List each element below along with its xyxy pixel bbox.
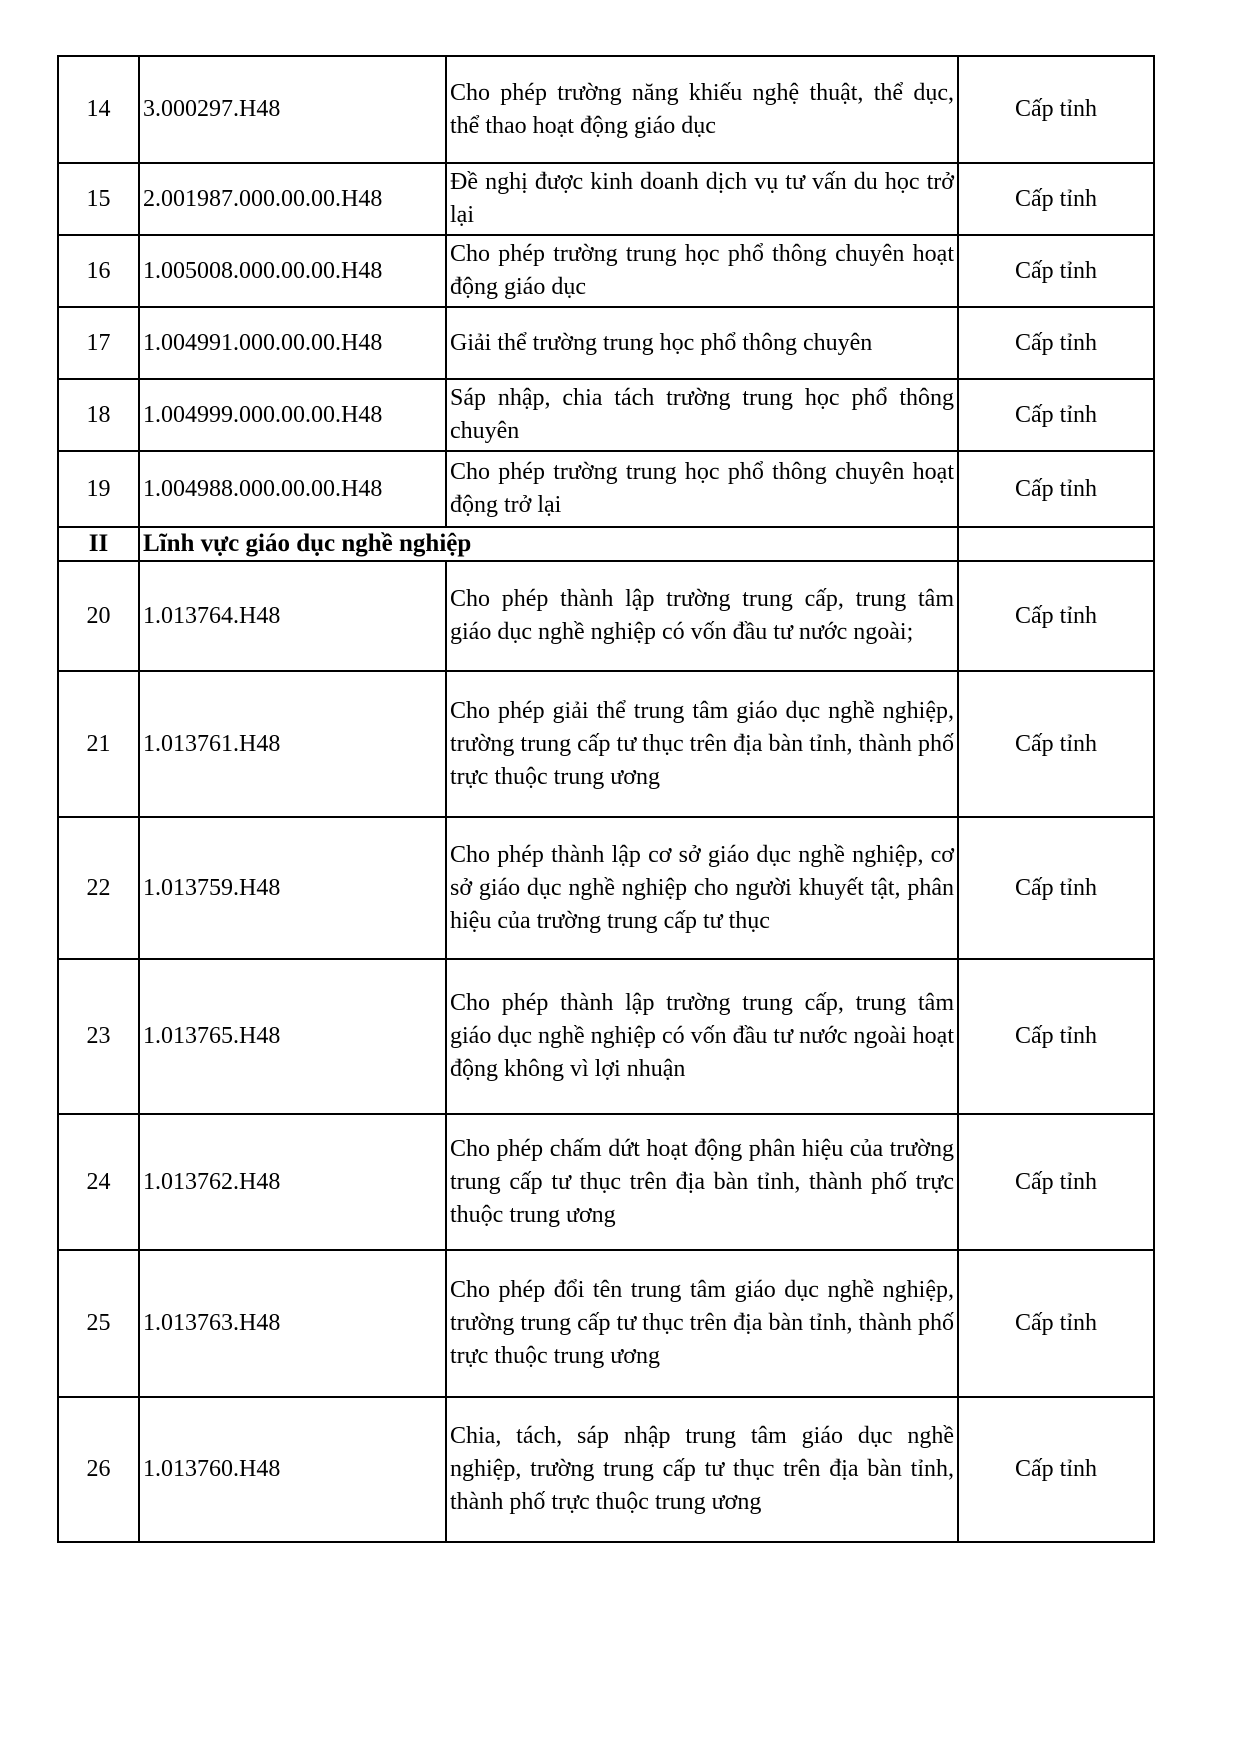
procedure-name-cell: Cho phép thành lập trường trung cấp, trung tâm giáo dục nghề nghiệp có vốn đầu tư nước ngoài hoạt động không vì lợi nhuận xyxy=(446,959,958,1114)
row-number-cell: 14 xyxy=(58,56,139,163)
row-number-cell: 17 xyxy=(58,307,139,379)
procedure-code-cell: 1.013759.H48 xyxy=(139,817,446,959)
level-cell: Cấp tỉnh xyxy=(958,1250,1154,1397)
table-row xyxy=(58,163,1154,235)
level-cell: Cấp tỉnh xyxy=(958,1397,1154,1542)
table-row xyxy=(58,235,1154,307)
table-row xyxy=(58,959,1154,1114)
level-cell: Cấp tỉnh xyxy=(958,1114,1154,1250)
table-row xyxy=(58,379,1154,451)
procedure-code-cell: 1.004988.000.00.00.H48 xyxy=(139,451,446,527)
table-row xyxy=(58,1397,1154,1542)
procedure-name-cell: Cho phép trường trung học phổ thông chuyên hoạt động trở lại xyxy=(446,451,958,527)
procedure-name-cell: Cho phép trường trung học phổ thông chuyên hoạt động giáo dục xyxy=(446,235,958,307)
level-cell-empty xyxy=(958,527,1154,561)
level-cell: Cấp tỉnh xyxy=(958,379,1154,451)
table-row xyxy=(58,1250,1154,1397)
section-title-cell: Lĩnh vực giáo dục nghề nghiệp xyxy=(139,527,958,561)
row-number-cell: 15 xyxy=(58,163,139,235)
table-row xyxy=(58,451,1154,527)
table-row xyxy=(58,307,1154,379)
table-row xyxy=(58,56,1154,163)
level-cell: Cấp tỉnh xyxy=(958,959,1154,1114)
section-numeral-cell: II xyxy=(58,527,139,561)
row-number-cell: 18 xyxy=(58,379,139,451)
procedure-code-cell: 1.005008.000.00.00.H48 xyxy=(139,235,446,307)
procedure-name-cell: Đề nghị được kinh doanh dịch vụ tư vấn du học trở lại xyxy=(446,163,958,235)
row-number-cell: 16 xyxy=(58,235,139,307)
procedure-code-cell: 1.004991.000.00.00.H48 xyxy=(139,307,446,379)
procedure-name-cell: Cho phép chấm dứt hoạt động phân hiệu của trường trung cấp tư thục trên địa bàn tỉnh, thành phố trực thuộc trung ương xyxy=(446,1114,958,1250)
procedure-name-cell: Cho phép đổi tên trung tâm giáo dục nghề nghiệp, trường trung cấp tư thục trên địa bàn tỉnh, thành phố trực thuộc trung ương xyxy=(446,1250,958,1397)
procedure-code-cell: 2.001987.000.00.00.H48 xyxy=(139,163,446,235)
level-cell: Cấp tỉnh xyxy=(958,451,1154,527)
level-cell: Cấp tỉnh xyxy=(958,235,1154,307)
procedure-code-cell: 1.013765.H48 xyxy=(139,959,446,1114)
section-header-row xyxy=(58,527,1154,561)
level-cell: Cấp tỉnh xyxy=(958,163,1154,235)
procedure-name-cell: Cho phép thành lập trường trung cấp, trung tâm giáo dục nghề nghiệp có vốn đầu tư nước ngoài; xyxy=(446,561,958,671)
table-row xyxy=(58,561,1154,671)
row-number-cell: 21 xyxy=(58,671,139,817)
procedure-name-cell: Cho phép trường năng khiếu nghệ thuật, thể dục, thể thao hoạt động giáo dục xyxy=(446,56,958,163)
procedure-code-cell: 1.013760.H48 xyxy=(139,1397,446,1542)
procedure-name-cell: Cho phép giải thể trung tâm giáo dục nghề nghiệp, trường trung cấp tư thục trên địa bàn tỉnh, thành phố trực thuộc trung ương xyxy=(446,671,958,817)
row-number-cell: 26 xyxy=(58,1397,139,1542)
procedure-name-cell: Giải thể trường trung học phổ thông chuyên xyxy=(446,307,958,379)
procedure-code-cell: 1.004999.000.00.00.H48 xyxy=(139,379,446,451)
level-cell: Cấp tỉnh xyxy=(958,56,1154,163)
procedure-code-cell: 1.013761.H48 xyxy=(139,671,446,817)
row-number-cell: 19 xyxy=(58,451,139,527)
row-number-cell: 22 xyxy=(58,817,139,959)
level-cell: Cấp tỉnh xyxy=(958,671,1154,817)
row-number-cell: 23 xyxy=(58,959,139,1114)
procedure-code-cell: 3.000297.H48 xyxy=(139,56,446,163)
procedures-table xyxy=(57,55,1155,1543)
table-row xyxy=(58,817,1154,959)
procedure-code-cell: 1.013764.H48 xyxy=(139,561,446,671)
procedure-name-cell: Cho phép thành lập cơ sở giáo dục nghề nghiệp, cơ sở giáo dục nghề nghiệp cho người khuyết tật, phân hiệu của trường trung cấp tư thục xyxy=(446,817,958,959)
row-number-cell: 20 xyxy=(58,561,139,671)
table-row xyxy=(58,1114,1154,1250)
table-row xyxy=(58,671,1154,817)
level-cell: Cấp tỉnh xyxy=(958,817,1154,959)
row-number-cell: 24 xyxy=(58,1114,139,1250)
row-number-cell: 25 xyxy=(58,1250,139,1397)
level-cell: Cấp tỉnh xyxy=(958,307,1154,379)
procedure-code-cell: 1.013763.H48 xyxy=(139,1250,446,1397)
procedure-name-cell: Chia, tách, sáp nhập trung tâm giáo dục nghề nghiệp, trường trung cấp tư thục trên địa bàn tỉnh, thành phố trực thuộc trung ương xyxy=(446,1397,958,1542)
procedure-name-cell: Sáp nhập, chia tách trường trung học phổ thông chuyên xyxy=(446,379,958,451)
procedure-code-cell: 1.013762.H48 xyxy=(139,1114,446,1250)
level-cell: Cấp tỉnh xyxy=(958,561,1154,671)
